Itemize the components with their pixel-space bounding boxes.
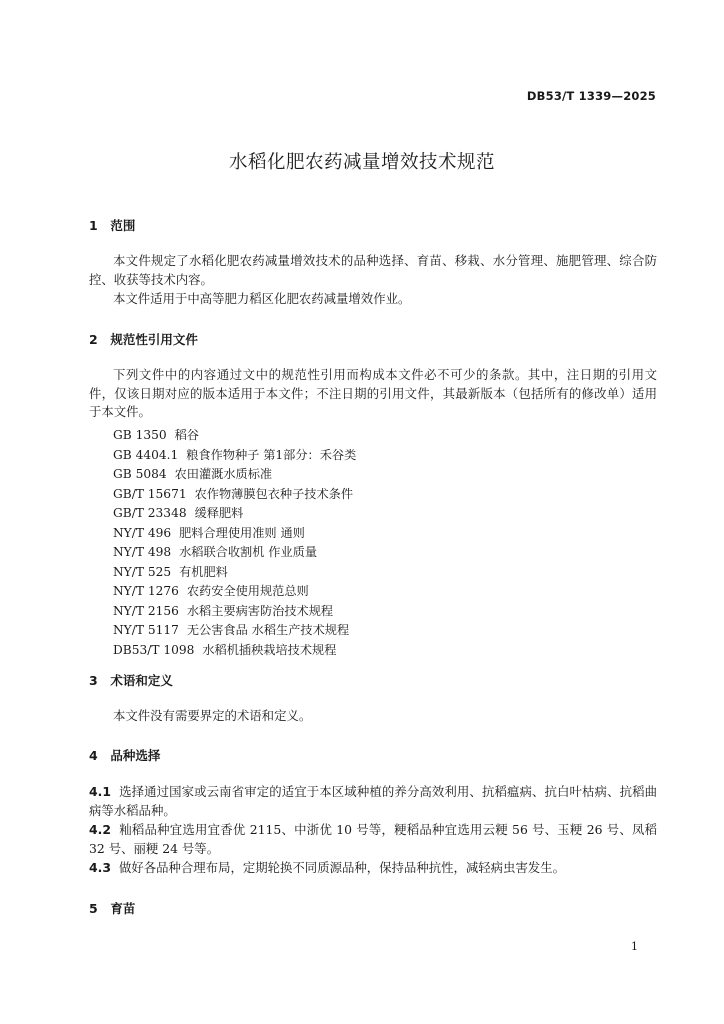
reference-item [113, 602, 356, 622]
terms-paragraph: 本文件没有需要界定的术语和定义。 [113, 708, 312, 723]
normative-references-list [113, 426, 356, 660]
reference-code: NY/T 498 [113, 545, 172, 559]
section-heading-3 [89, 671, 173, 689]
reference-item [113, 446, 356, 466]
reference-code: GB 4404.1 [113, 447, 179, 462]
reference-code: NY/T 525 [113, 564, 172, 579]
clause-4-2 [89, 821, 657, 858]
section-title: 规范性引用文件 [110, 332, 198, 347]
reference-title: 农作物薄膜包衣种子技术条件 [194, 486, 354, 501]
reference-code: NY/T 1276 [113, 584, 179, 598]
section-number: 2 [89, 332, 98, 347]
reference-item [113, 426, 356, 446]
section-title: 育苗 [110, 901, 136, 916]
reference-title: 农药安全使用规范总则 [186, 584, 309, 598]
clause-4-1 [89, 783, 657, 820]
reference-code: NY/T 2156 [113, 603, 179, 618]
section-number: 4 [89, 748, 98, 763]
section-title: 品种选择 [110, 748, 161, 763]
reference-item [113, 641, 356, 661]
reference-item [113, 621, 356, 641]
clause-text: 籼稻品种宜选用宜香优 2115、中浙优 10 号等，粳稻品种宜选用云粳 56 号、玉粳 26 号、凤稻 32 号、丽粳 24 号等。 [89, 822, 657, 856]
reference-title: 无公害食品 水稻生产技术规程 [186, 623, 350, 637]
reference-code: GB 1350 [113, 428, 167, 442]
reference-title: 水稻主要病害防治技术规程 [186, 603, 334, 618]
reference-code: GB 5084 [113, 467, 167, 481]
section-heading-4 [89, 746, 160, 764]
section-heading-5 [89, 899, 135, 917]
reference-code: DB53/T 1098 [113, 642, 195, 657]
reference-code: NY/T 5117 [113, 623, 179, 637]
reference-title: 肥料合理使用准则 通则 [179, 525, 305, 540]
clause-text: 选择通过国家或云南省审定的适宜于本区域种植的养分高效利用、抗稻瘟病、抗白叶枯病、抗稻曲病等水稻品种。 [89, 784, 657, 818]
document-title: 水稻化肥农药减量增效技术规范 [228, 152, 495, 173]
section-heading-2 [89, 330, 198, 348]
reference-code: NY/T 496 [113, 525, 172, 540]
references-intro-paragraph: 下列文件中的内容通过文中的规范性引用而构成本文件必不可少的条款。其中，注日期的引用文件，仅该日期对应的版本适用于本文件；不注日期的引用文件，其最新版本（包括所有的修改单）适用于本文件。 [89, 367, 657, 419]
reference-item [113, 582, 356, 602]
clause-4-3 [89, 859, 657, 878]
clause-number: 4.2 [89, 822, 111, 837]
section-number: 1 [89, 218, 98, 233]
section-number: 3 [89, 673, 98, 688]
clause-number: 4.3 [89, 860, 111, 875]
scope-paragraph-1: 本文件规定了水稻化肥农药减量增效技术的品种选择、育苗、移栽、水分管理、施肥管理、综合防控、收获等技术内容。 [89, 253, 657, 287]
scope-paragraph-2: 本文件适用于中高等肥力稻区化肥农药减量增效作业。 [113, 291, 411, 306]
page-number: 1 [631, 940, 638, 953]
clause-number: 4.1 [89, 784, 111, 799]
reference-item [113, 543, 356, 563]
reference-title: 有机肥料 [179, 564, 228, 579]
reference-title: 缓释肥料 [194, 506, 244, 520]
standard-code: DB53/T 1339—2025 [526, 89, 656, 103]
reference-title: 农田灌溉水质标准 [174, 467, 273, 481]
reference-title: 稻谷 [174, 428, 199, 442]
section-title: 范围 [110, 218, 136, 233]
reference-title: 水稻机插秧栽培技术规程 [202, 642, 337, 657]
section-heading-1 [89, 216, 135, 234]
clause-text: 做好各品种合理布局，定期轮换不同质源品种，保持品种抗性，减轻病虫害发生。 [118, 860, 566, 875]
reference-item [113, 504, 356, 524]
reference-item [113, 524, 356, 544]
reference-title: 水稻联合收割机 作业质量 [179, 545, 318, 559]
reference-code: GB/T 15671 [113, 486, 187, 501]
section-title: 术语和定义 [110, 673, 173, 688]
reference-code: GB/T 23348 [113, 506, 187, 520]
reference-title: 粮食作物种子 第1部分：禾谷类 [186, 447, 357, 462]
reference-item [113, 465, 356, 485]
reference-item [113, 563, 356, 583]
reference-item [113, 485, 356, 505]
section-number: 5 [89, 901, 98, 916]
